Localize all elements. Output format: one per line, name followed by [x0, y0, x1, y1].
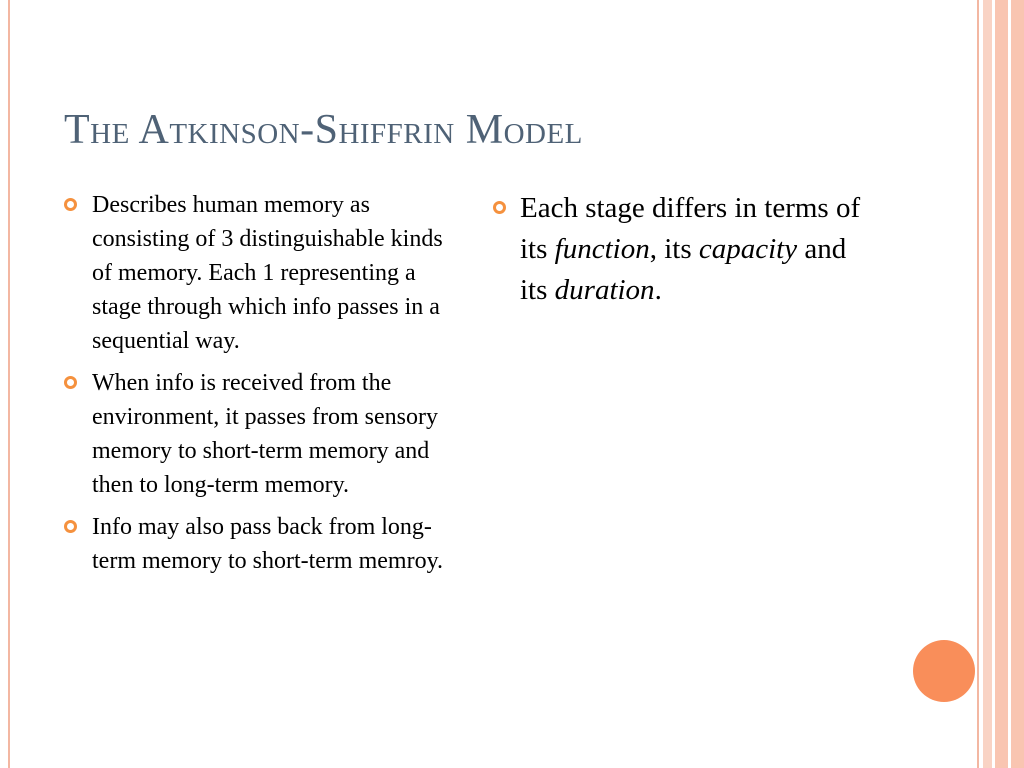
bullet-text-part: , its	[649, 233, 699, 265]
right-frame-line	[977, 0, 979, 768]
bullet-text-part: .	[654, 274, 662, 306]
hollow-circle-bullet-icon	[493, 201, 506, 214]
term-duration: duration	[554, 274, 655, 306]
list-item	[62, 510, 452, 578]
list-item	[62, 366, 452, 502]
left-frame-line	[8, 0, 10, 768]
left-bullet-list	[62, 188, 452, 586]
hollow-circle-bullet-icon	[64, 198, 77, 211]
right-stripe-2	[995, 0, 1008, 768]
hollow-circle-bullet-icon	[64, 376, 77, 389]
orange-circle-icon	[913, 640, 975, 702]
hollow-circle-bullet-icon	[64, 520, 77, 533]
list-item	[490, 188, 865, 311]
bullet-text: Info may also pass back from long-term memory to short-term memroy.	[92, 514, 444, 574]
bullet-text: When info is received from the environment, it passes from sensory memory to short-term memory and then to long-term memory.	[92, 370, 438, 498]
bullet-text-part: Each stage differs in terms of its	[520, 192, 861, 265]
bullet-text-part: and its	[520, 233, 847, 306]
list-item	[62, 188, 452, 358]
slide-title: The Atkinson-Shiffrin Model	[64, 107, 583, 153]
right-bullet-list	[490, 188, 865, 311]
term-function: function	[554, 233, 650, 265]
term-capacity: capacity	[698, 233, 798, 265]
bullet-text: Describes human memory as consisting of 3 distinguishable kinds of memory. Each 1 representing a stage through which info passes in a sequential way.	[92, 192, 443, 354]
right-stripe-3	[1011, 0, 1024, 768]
right-stripe-1	[983, 0, 992, 768]
